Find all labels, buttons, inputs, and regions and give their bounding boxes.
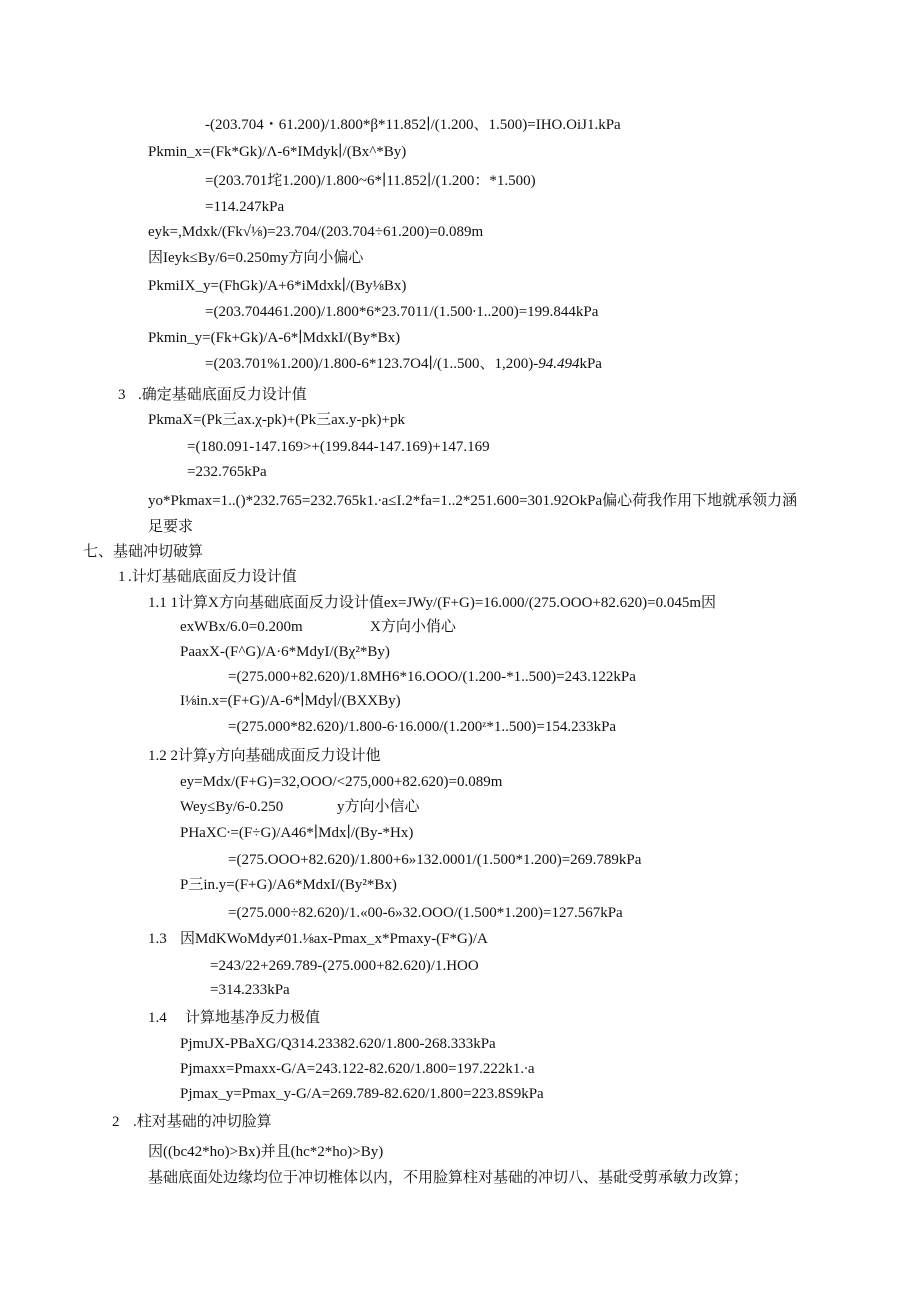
pmax-x-formula: PaaxX-(F^G)/A·6*MdyI/(Bχ²*By) [180, 644, 390, 660]
step1-number: 1 [118, 569, 126, 585]
pkmin-y-formula: Pkmin_y=(Fk+Gk)/A-6*∣MdxkI/(By*Bx) [148, 330, 401, 346]
pkmin-y-unit: kPa [579, 356, 602, 372]
pkmax-result: =232.765kPa [187, 464, 267, 480]
sub-1-1-title: 1.1 1计算X方向基础底面反力设计值ex=JWy/(F+G)=16.000/(275.OOO+82.620)=0.045m因 [148, 595, 717, 611]
pkmin-y-calc-expression: =(203.701%1.200)/1.800-6*123.7O4∣/(1..500、1,200)- [205, 356, 539, 372]
ex-check: exWBx/6.0=0.200m [180, 619, 303, 635]
step1-title: .计灯基础底面反力设计值 [128, 569, 297, 585]
pj-max-y: Pjmax_y=Pmax_y-G/A=269.789-82.620/1.800=223.8S9kPa [180, 1086, 544, 1102]
pmax-y-formula: PHaXC∙=(F÷G)/A46*∣Mdx∣/(By-*Hx) [180, 825, 414, 841]
ey-check: Wey≤By/6-0.250 [180, 799, 284, 815]
pmin-y-formula: P三in.y=(F+G)/A6*MdxI/(By²*Bx) [180, 877, 397, 893]
ey-conclusion: y方向小信心 [337, 799, 420, 815]
bearing-check-text: yo*Pkmax=1..()*232.765=232.765k1.∙a≤I.2*fa=1..2*251.600=301.92OkPa偏心荷我作用下地就承领力涵 [148, 493, 798, 509]
step2-title: .柱对基础的冲切脸算 [133, 1114, 272, 1130]
ex-conclusion: X方向小俏心 [370, 619, 456, 635]
step3-title: .确定基础底面反力设计值 [138, 387, 307, 403]
pmin-y-calc: =(275.000÷82.620)/1.«00-6»32.OOO/(1.500*1.200)=127.567kPa [228, 905, 623, 921]
pmin-x-calc: =(275.000*82.620)/1.800-6∙16.000/(1.200ᶻ*1..500)=154.233kPa [228, 719, 617, 735]
pkmax-y-formula: PkmiIX_y=(FhGk)/A+6*iMdxk∣/(By⅛Bx) [148, 278, 407, 294]
eyk-formula: eyk=,Mdxk/(Fk√⅛)=23.704/(203.704÷61.200)=0.089m [148, 224, 484, 240]
pkmax-formula: PkmaX=(Pk三ax.χ-pk)+(Pk三ax.y-pk)+pk [148, 412, 406, 428]
pmax-x-calc: =(275.000+82.620)/1.8MH6*16.OOO/(1.200-*1..500)=243.122kPa [228, 669, 636, 685]
pkmin-y-calc [205, 355, 602, 373]
pkmax-calc: =(180.091-147.169>+(199.844-147.169)+147.169 [187, 439, 490, 455]
punching-condition: 因((bc42*ho)>Bx)并且(hc*2*ho)>By) [148, 1144, 384, 1160]
step2-number: 2 [112, 1114, 120, 1130]
punching-conclusion: 基础底面处边缘均位于冲切椎体以内，不用脸算柱对基础的冲切八、基砒受剪承敏力改算； [148, 1170, 749, 1186]
pj-max: PjmιJX-PBaXG/Q314.23382.620/1.800-268.333kPa [180, 1036, 496, 1052]
sub-1-2-title: 1.2 2计算y方向基础成面反力设计他 [148, 748, 381, 764]
sub-1-3-result: =314.233kPa [210, 982, 290, 998]
pkmax-x-calc: -(203.704・61.200)/1.800*β*11.852∣/(1.200、1.500)=IHO.OiJ1.kPa [205, 117, 621, 133]
pkmax-y-calc: =(203.704461.200)/1.800*6*23.7011/(1.500∙1..200)=199.844kPa [205, 304, 599, 320]
sub-1-4-title: 计算地基净反力极值 [185, 1010, 321, 1026]
ey-formula: ey=Mdx/(F+G)=32,OOO/<275,000+82.620)=0.089m [180, 774, 503, 790]
pkmin-x-result: =114.247kPa [205, 199, 285, 215]
section7-heading: 七、基础冲切破算 [83, 544, 204, 560]
pj-max-x: Pjmaxx=Pmaxx-G/A=243.122-82.620/1.800=197.222k1.∙a [180, 1061, 535, 1077]
pkmin-y-value: 94.494 [538, 356, 580, 372]
sub-1-3-number: 1.3 [148, 931, 167, 947]
bearing-check-text-cont: 足要求 [148, 519, 194, 535]
step3-number: 3 [118, 387, 126, 403]
sub-1-3-formula: 因MdKWoMdy≠01.⅛ax-Pmax_x*Pmaxy-(F*G)/A [180, 931, 488, 947]
pkmin-x-calc: =(203.701垞1.200)/1.800~6*∣11.852∣/(1.200：*1.500) [205, 173, 536, 189]
pmin-x-formula: I⅛in.x=(F+G)/A-6*∣Mdy∣/(BXXBy) [180, 693, 401, 709]
sub-1-3-calc: =243/22+269.789-(275.000+82.620)/1.HOO [210, 958, 479, 974]
sub-1-4-number: 1.4 [148, 1010, 167, 1026]
pkmin-x-formula: Pkmin_x=(Fk*Gk)/Λ-6*IMdyk∣/(Bx^*By) [148, 144, 407, 160]
eyk-check: 因Ieyk≤By/6=0.250my方向小偏心 [148, 250, 364, 266]
pmax-y-calc: =(275.OOO+82.620)/1.800+6»132.0001/(1.500*1.200)=269.789kPa [228, 852, 642, 868]
